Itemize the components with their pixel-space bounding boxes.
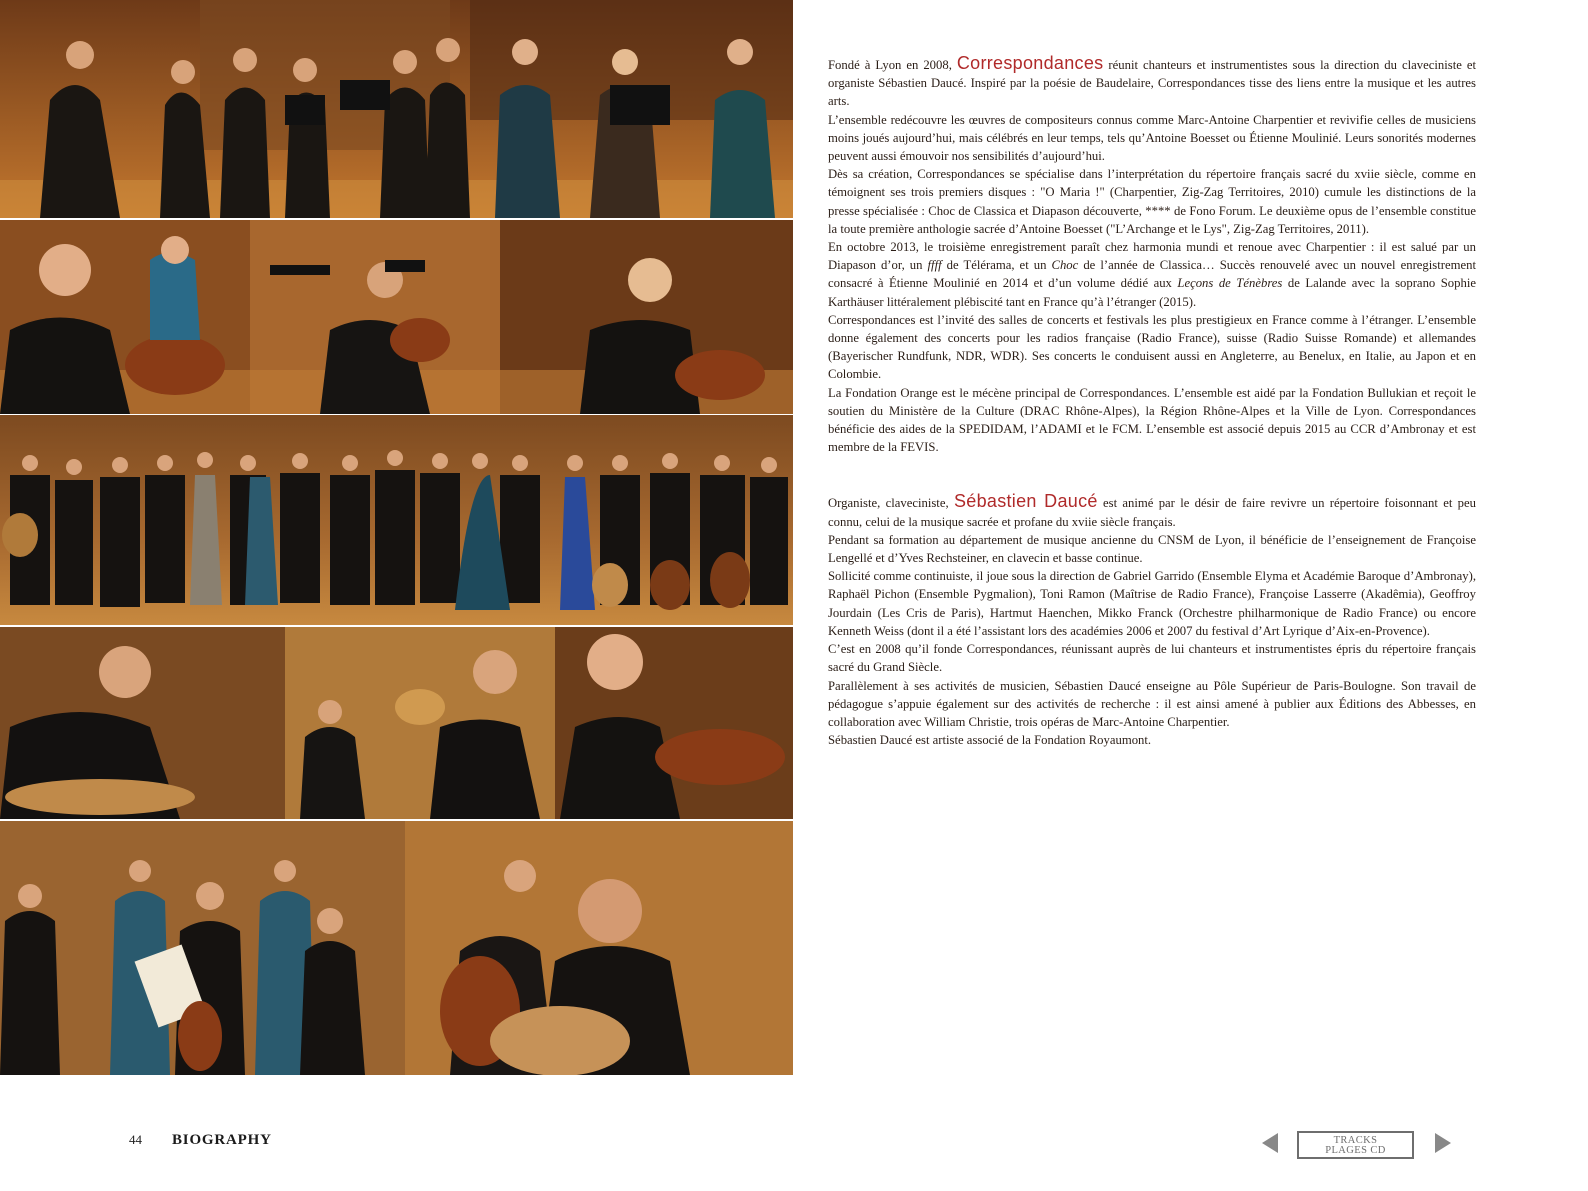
biography-text (828, 54, 1476, 749)
director-intro-start: Organiste, claveciniste, (828, 496, 954, 511)
p4-text-b: de Télérama, et un (941, 258, 1052, 273)
photo-collage (0, 0, 793, 1075)
plages-cd-label: PLAGES CD (1325, 1145, 1386, 1156)
singers-row-photo (0, 0, 793, 218)
ensemble-name: Correspondances (956, 53, 1104, 73)
p4-text-d: de Lalande avec la soprano Sophie Karthäuser littéralement plébiscité tant en France qu’à l’étranger (2015). (828, 276, 1476, 309)
ffff-rating: ffff (927, 258, 942, 273)
director-paragraph-6: Sébastien Daucé est artiste associé de la Fondation Royaumont. (828, 733, 1152, 748)
triangle-left-icon[interactable] (1262, 1133, 1278, 1153)
ensemble-paragraph-5: Correspondances est l’invité des salles de concerts et festivals les plus prestigieux en France comme à l’étranger. L’ensemble donne également des concerts pour les radios française (Radio France), suisse (Radio Suisse Romande) et allemandes (Bayerischer Rundfunk, NDR, WDR). Ses concerts le conduisent aussi en Angleterre, au Benelux, en Italie, au Japon et en Colombie. (828, 312, 1476, 382)
lecons-title: Leçons de Ténèbres (1177, 276, 1283, 291)
p4-text-c: de l’année de Classica… Succès renouvelé avec un nouvel enregistrement consacré à Étienne Moulinié en 2014 et d’un volume dédié aux (828, 258, 1476, 291)
section-title: BIOGRAPHY (172, 1132, 272, 1148)
tracks-button[interactable] (1297, 1131, 1414, 1159)
ensemble-paragraph-2: L’ensemble redécouvre les œuvres de compositeurs connus comme Marc-Antoine Charpentier et revivifie celles de musiciens moins joués aujourd’hui, mais célébrés en leur temps, tels qu’Antoine Boesset ou Étienne Moulinié. Leurs sonorités modernes peuvent aussi émouvoir nos sensibilités d’aujourd’hui. (828, 112, 1476, 164)
ensemble-paragraph-3: Dès sa création, Correspondances se spécialise dans l’interprétation du répertoire français sacré du xviie siècle, comme en témoignent ses trois premiers disques : "O Maria !" (Charpentier, Zig-Zag Territoires, 2010) cumule les distinctions de la presse spécialisée : Choc de Classica et Diapason découverte, **** de Fono Forum. Le deuxième opus de l’ensemble constitue la toute première anthologie sacrée d’Antoine Boesset ("L’Archange et le Lys", Zig-Zag Territoires, 2011). (828, 167, 1476, 236)
ensemble-paragraph-6: La Fondation Orange est le mécène principal de Correspondances. L’ensemble est aidé par la Fondation Bullukian et reçoit le soutien du Ministère de la Culture (DRAC Rhône-Alpes), la Région Rhône-Alpes et la Ville de Lyon. Correspondances bénéficie des aides de la SPEDIDAM, l’ADAMI et le FCM. L’ensemble est associé depuis 2015 au CCR d’Ambronay et est membre de la FEVIS. (828, 385, 1476, 455)
intro-text-start: Fondé à Lyon en 2008, (828, 58, 957, 72)
choc-award: Choc (1051, 258, 1079, 273)
page-number: 44 (129, 1132, 142, 1147)
continuo-musicians-photo (0, 627, 793, 819)
director-paragraph-4: C’est en 2008 qu’il fonde Correspondances, réunissant auprès de lui chanteurs et instrumentistes épris du répertoire français sacré du Grand Siècle. (828, 642, 1476, 675)
director-name: Sébastien Daucé (953, 491, 1098, 512)
director-paragraph-5: Parallèlement à ses activités de musicien, Sébastien Daucé enseigne au Pôle Supérieur de Paris-Boulogne. Son travail de pédagogue s’appuie également sur des activités de recherche : il est ainsi amené à publier aux Éditions des Abbesses, en collaboration avec William Christie, trois opéras de Marc-Antoine Charpentier. (828, 678, 1476, 729)
ensemble-intro-paragraph (828, 54, 1476, 111)
p4-text-a: En octobre 2013, le troisième enregistrement paraît chez harmonia mundi et renoue avec Charpentier : il est salué par un Diapason d’or, un (828, 240, 1476, 273)
director-intro-end: est animé par le désir de faire revivre un répertoire foisonnant et peu connu, celui de la musique sacrée et profane du xviie siècle français. (828, 496, 1476, 529)
triangle-right-icon[interactable] (1435, 1133, 1451, 1153)
director-paragraph-3: Sollicité comme continuiste, il joue sous la direction de Gabriel Garrido (Ensemble Elyma et Académie Baroque d’Ambronay), Raphaël Pichon (Ensemble Pygmalion), Toni Ramon (Maîtrise de Radio France), Françoise Lasserre (Akadêmia), Geoffroy Jourdain (Les Cris de Paris), Hartmut Haenchen, Mikko Franck (Orchestre philharmonique de Radio France) ou encore Kenneth Weiss (dont il a été l’assistant lors des académies 2006 et 2007 du festival d’Art Lyrique d’Aix-en-Provence). (828, 569, 1476, 638)
full-ensemble-photo (0, 415, 793, 625)
violinists-photo (0, 220, 793, 414)
orchestra-rehearsal-photo (0, 821, 793, 1075)
director-intro-paragraph (828, 492, 1476, 530)
tracks-label: TRACKS (1333, 1135, 1378, 1146)
ensemble-paragraph-4 (828, 238, 1476, 311)
director-paragraph-2: Pendant sa formation au département de musique ancienne du CNSM de Lyon, il bénéficie de l’enseignement de Françoise Lengellé et d’Yves Rechsteiner, en clavecin et basse continue. (828, 532, 1476, 566)
intro-text-end: réunit chanteurs et instrumentistes sous la direction du claveciniste et organiste Sébastien Daucé. Inspiré par la poésie de Baudelaire, Correspondances tisse des liens entre la musique et les autres arts. (828, 58, 1476, 109)
